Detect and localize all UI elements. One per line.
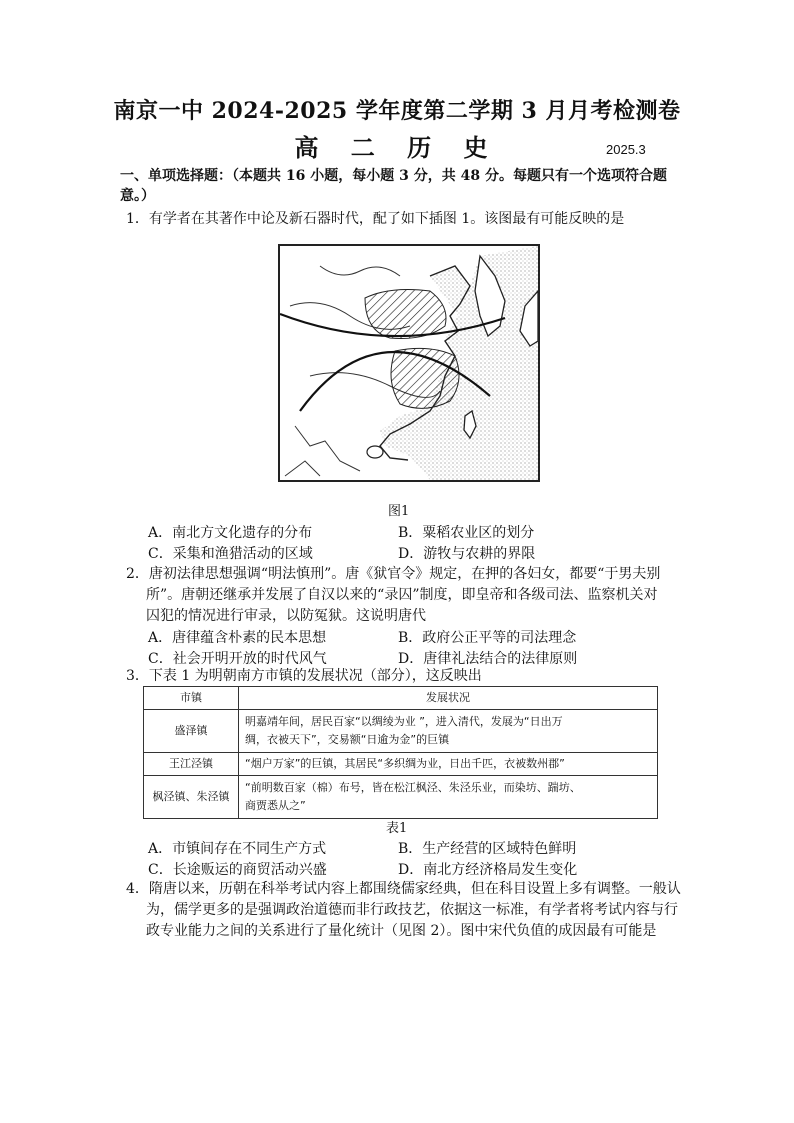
q2-stem-line2: 所”。唐朝还继承并发展了自汉以来的“录囚”制度，即皇帝和各级司法、监察机关对 <box>146 587 658 603</box>
subject-title: 高 二 历 史 <box>294 133 500 162</box>
q2-stem-line3: 囚犯的情况进行审录，以防冤狱。这说明唐代 <box>146 608 426 624</box>
section-heading-line1: 一、单项选择题：（本题共 16 小题，每小题 3 分，共 48 分。每题只有一个选项符合题 <box>120 168 667 184</box>
table-1-caption: 表1 <box>386 821 408 836</box>
table-header-row <box>144 687 658 710</box>
figure-1-caption: 图1 <box>388 504 410 519</box>
table-cell-town: 枫泾镇、朱泾镇 <box>144 776 239 819</box>
table-1 <box>143 686 658 819</box>
q3-option-d[interactable]: D．南北方经济格局发生变化 <box>398 862 578 878</box>
q2-option-a[interactable]: A．唐律蕴含朴素的民本思想 <box>148 630 327 646</box>
q2-stem-line1: 2．唐初法律思想强调“明法慎刑”。唐《狱官令》规定，在押的各妇女，都要“于男夫别 <box>126 566 661 582</box>
section-heading-line2: 意。） <box>120 188 155 204</box>
table-cell-status: “烟户万家”的巨镇，其居民“多织绸为业，日出千匹，衣被数州郡” <box>239 753 658 776</box>
figure-1-map <box>278 244 540 482</box>
q2-option-d[interactable]: D．唐律礼法结合的法律原则 <box>398 651 578 667</box>
q2-option-b[interactable]: B．政府公正平等的司法理念 <box>398 630 577 646</box>
table-cell-line: 商贾悉从之” <box>245 799 306 812</box>
q3-option-c[interactable]: C．长途贩运的商贸活动兴盛 <box>148 862 327 878</box>
table-cell-line: “前明数百家（棉）布号，皆在松江枫泾、朱泾乐业，而染坊、踹坊、 <box>245 781 581 794</box>
table-cell-status <box>239 710 658 753</box>
table-row <box>144 776 658 819</box>
table-header-cell: 市镇 <box>144 687 239 710</box>
map-image <box>280 246 538 480</box>
table-cell-town: 王江泾镇 <box>144 753 239 776</box>
table-row <box>144 710 658 753</box>
q2-option-c[interactable]: C．社会开明开放的时代风气 <box>148 651 327 667</box>
table-cell-town: 盛泽镇 <box>144 710 239 753</box>
q4-stem-line2: 为，儒学更多的是强调政治道德而非行政技艺，依据这一标准，有学者将考试内容与行 <box>146 902 678 918</box>
table-row <box>144 753 658 776</box>
q4-stem-line1: 4．隋唐以来，历朝在科举考试内容上都围绕儒家经典，但在科目设置上多有调整。一般认 <box>126 881 681 897</box>
q3-option-b[interactable]: B．生产经营的区域特色鲜明 <box>398 841 577 857</box>
table-cell-line: 绸，衣被天下”，交易额“日逾为金”的巨镇 <box>245 733 450 746</box>
q1-option-a[interactable]: A．南北方文化遗存的分布 <box>148 525 313 541</box>
table-cell-line: 明嘉靖年间，居民百家“以绸绫为业 ”，进入清代，发展为“日出万 <box>245 715 563 728</box>
q1-option-b[interactable]: B．粟稻农业区的划分 <box>398 525 535 541</box>
exam-date: 2025.3 <box>606 142 646 157</box>
exam-title: 南京一中 2024-2025 学年度第二学期 3 月月考检测卷 <box>113 98 681 124</box>
q3-stem: 3．下表 1 为明朝南方市镇的发展状况（部分），这反映出 <box>126 668 482 684</box>
q1-option-d[interactable]: D．游牧与农耕的界限 <box>398 546 536 562</box>
q1-option-c[interactable]: C．采集和渔猎活动的区域 <box>148 546 313 562</box>
table-header-cell: 发展状况 <box>239 687 658 710</box>
table-cell-status <box>239 776 658 819</box>
q3-option-a[interactable]: A．市镇间存在不同生产方式 <box>148 841 327 857</box>
q4-stem-line3: 政专业能力之间的关系进行了量化统计（见图 2）。图中宋代负值的成因最有可能是 <box>146 923 657 939</box>
q1-stem: 1．有学者在其著作中论及新石器时代，配了如下插图 1。该图最有可能反映的是 <box>126 211 625 227</box>
